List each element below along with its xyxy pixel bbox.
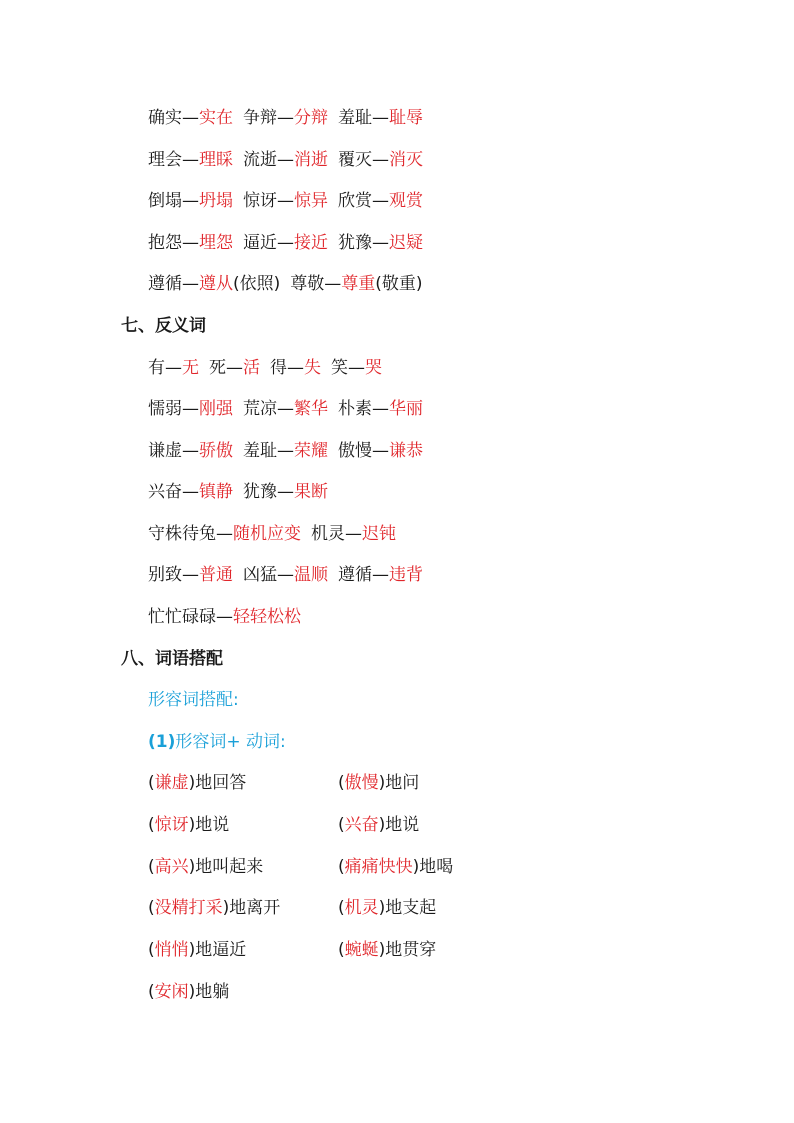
collocation-text: 地逼近 [195, 940, 247, 960]
word-answer: 理睬 [199, 150, 233, 170]
word-answer: 耻辱 [389, 108, 423, 128]
collocation-answer: 没精打采 [154, 898, 223, 918]
antonym-row [148, 480, 328, 504]
word-answer: 哭 [365, 358, 382, 378]
word-source: 覆灭 [338, 150, 372, 170]
word-source: 犹豫 [243, 482, 277, 502]
collocation-text: 地喝 [419, 857, 454, 877]
word-answer: 活 [243, 358, 260, 378]
word-answer: 坍塌 [199, 191, 233, 211]
paren-open: ( [148, 898, 155, 918]
word-answer: 分辩 [294, 108, 328, 128]
word-source: 逼近 [243, 233, 277, 253]
collocation-text: 地说 [195, 815, 230, 835]
word-source: 傲慢 [338, 441, 372, 461]
word-answer: 轻轻松松 [233, 607, 301, 627]
dash: — [372, 565, 389, 585]
word-source: 抱怨 [148, 233, 182, 253]
dash: — [277, 150, 294, 170]
paren-open: ( [338, 773, 345, 793]
word-answer: 迟疑 [389, 233, 423, 253]
synonym-row [148, 106, 423, 130]
dash: — [348, 358, 365, 378]
synonym-row [148, 148, 423, 172]
collocation-answer: 傲慢 [344, 773, 379, 793]
word-answer: 随机应变 [233, 524, 301, 544]
dash: — [372, 399, 389, 419]
word-answer: 谦恭 [389, 441, 423, 461]
dash: — [277, 399, 294, 419]
dash: — [226, 358, 243, 378]
word-source: 确实 [148, 108, 182, 128]
word-source: 忙忙碌碌 [148, 607, 216, 627]
collocation-text: 地贯穿 [385, 940, 437, 960]
dash: — [372, 191, 389, 211]
dash: — [372, 108, 389, 128]
word-answer: 失 [304, 358, 321, 378]
word-answer: 埋怨 [199, 233, 233, 253]
word-answer: 遵从 [199, 274, 233, 294]
paren-open: ( [338, 815, 345, 835]
word-answer: 消逝 [294, 150, 328, 170]
word-note: (依照) [233, 274, 281, 294]
paren-open: ( [148, 982, 155, 1002]
dash: — [345, 524, 362, 544]
collocation-answer: 痛痛快快 [344, 857, 413, 877]
synonym-row [148, 272, 423, 296]
subheading-number: (1) [148, 732, 176, 752]
word-source: 流逝 [243, 150, 277, 170]
paren-open: ( [338, 898, 345, 918]
paren-close: ) [378, 898, 386, 918]
word-answer: 刚强 [199, 399, 233, 419]
dash: — [372, 150, 389, 170]
dash: — [277, 233, 294, 253]
dash: — [277, 108, 294, 128]
word-answer: 荣耀 [294, 441, 328, 461]
dash: — [216, 524, 233, 544]
word-source: 尊敬 [290, 274, 325, 294]
antonym-row [148, 605, 301, 629]
dash: — [182, 150, 199, 170]
antonym-row [148, 439, 423, 463]
antonym-row [148, 522, 396, 546]
section-heading-collocation: 八、词语搭配 [121, 649, 223, 669]
collocation-item [148, 813, 229, 837]
word-answer: 实在 [199, 108, 233, 128]
paren-open: ( [148, 815, 155, 835]
word-source: 荒凉 [243, 399, 277, 419]
collocation-answer: 谦虚 [154, 773, 189, 793]
word-source: 羞耻 [243, 441, 277, 461]
word-source: 凶猛 [243, 565, 277, 585]
word-source: 懦弱 [148, 399, 182, 419]
word-answer: 温顺 [294, 565, 328, 585]
dash: — [182, 399, 199, 419]
word-source: 机灵 [311, 524, 345, 544]
word-source: 兴奋 [148, 482, 182, 502]
collocation-answer: 安闲 [154, 982, 189, 1002]
paren-close: ) [378, 773, 386, 793]
collocation-item [338, 771, 419, 795]
dash: — [182, 274, 199, 294]
section-heading-antonyms: 七、反义词 [121, 316, 206, 336]
paren-open: ( [338, 940, 345, 960]
synonym-row [148, 189, 423, 213]
collocation-item [338, 855, 453, 879]
word-source: 死 [209, 358, 226, 378]
dash: — [277, 482, 294, 502]
dash: — [372, 233, 389, 253]
antonym-row [148, 563, 423, 587]
word-answer: 消灭 [389, 150, 423, 170]
word-source: 谦虚 [148, 441, 182, 461]
collocation-text: 地回答 [195, 773, 247, 793]
dash: — [182, 565, 199, 585]
word-source: 得 [270, 358, 287, 378]
paren-close: ) [378, 815, 386, 835]
dash: — [287, 358, 304, 378]
collocation-answer: 惊讶 [154, 815, 189, 835]
paren-open: ( [338, 857, 345, 877]
paren-close: ) [188, 815, 196, 835]
collocation-answer: 机灵 [344, 898, 379, 918]
word-answer: 繁华 [294, 399, 328, 419]
paren-close: ) [188, 940, 196, 960]
collocation-text: 地支起 [385, 898, 437, 918]
dash: — [216, 607, 233, 627]
paren-close: ) [222, 898, 230, 918]
word-answer: 果断 [294, 482, 328, 502]
dash: — [277, 565, 294, 585]
word-source: 朴素 [338, 399, 372, 419]
word-answer: 惊异 [294, 191, 328, 211]
word-answer: 尊重 [341, 274, 376, 294]
dash: — [277, 441, 294, 461]
paren-close: ) [412, 857, 420, 877]
word-source: 遵循 [338, 565, 372, 585]
word-answer: 骄傲 [199, 441, 233, 461]
dash: — [182, 441, 199, 461]
subheading-adj-verb [148, 730, 286, 754]
collocation-answer: 悄悄 [154, 940, 189, 960]
collocation-item [148, 855, 263, 879]
dash: — [182, 482, 199, 502]
word-source: 笑 [331, 358, 348, 378]
dash: — [372, 441, 389, 461]
paren-open: ( [148, 773, 155, 793]
word-source: 有 [148, 358, 165, 378]
antonym-row [148, 397, 423, 421]
dash: — [277, 191, 294, 211]
word-answer: 接近 [294, 233, 328, 253]
collocation-answer: 蜿蜒 [344, 940, 379, 960]
synonym-row [148, 231, 423, 255]
word-note: (敬重) [375, 274, 423, 294]
word-answer: 迟钝 [362, 524, 396, 544]
word-source: 遵循 [148, 274, 182, 294]
word-answer: 普通 [199, 565, 233, 585]
word-source: 争辩 [243, 108, 277, 128]
collocation-item [148, 771, 246, 795]
paren-open: ( [148, 940, 155, 960]
collocation-text: 地叫起来 [195, 857, 264, 877]
subheading-text: 形容词+ 动词: [175, 732, 286, 752]
paren-close: ) [378, 940, 386, 960]
word-source: 犹豫 [338, 233, 372, 253]
paren-open: ( [148, 857, 155, 877]
word-source: 欣赏 [338, 191, 372, 211]
word-answer: 华丽 [389, 399, 423, 419]
word-answer: 观赏 [389, 191, 423, 211]
dash: — [324, 274, 342, 294]
collocation-item [148, 938, 246, 962]
collocation-item [338, 813, 419, 837]
collocation-answer: 高兴 [154, 857, 189, 877]
collocation-text: 地离开 [229, 898, 281, 918]
word-answer: 镇静 [199, 482, 233, 502]
word-source: 守株待兔 [148, 524, 216, 544]
word-source: 惊讶 [243, 191, 277, 211]
word-source: 倒塌 [148, 191, 182, 211]
word-source: 理会 [148, 150, 182, 170]
paren-close: ) [188, 773, 196, 793]
word-source: 别致 [148, 565, 182, 585]
word-source: 羞耻 [338, 108, 372, 128]
word-answer: 无 [182, 358, 199, 378]
collocation-text: 地说 [385, 815, 420, 835]
collocation-item [338, 896, 436, 920]
collocation-item [148, 980, 229, 1004]
collocation-answer: 兴奋 [344, 815, 379, 835]
collocation-item [338, 938, 436, 962]
dash: — [165, 358, 182, 378]
dash: — [182, 233, 199, 253]
collocation-text: 地躺 [195, 982, 230, 1002]
dash: — [182, 191, 199, 211]
paren-close: ) [188, 857, 196, 877]
collocation-item [148, 896, 280, 920]
antonym-row [148, 356, 382, 380]
subheading-adjective: 形容词搭配: [148, 690, 239, 710]
paren-close: ) [188, 982, 196, 1002]
collocation-text: 地问 [385, 773, 420, 793]
dash: — [182, 108, 199, 128]
word-answer: 违背 [389, 565, 423, 585]
